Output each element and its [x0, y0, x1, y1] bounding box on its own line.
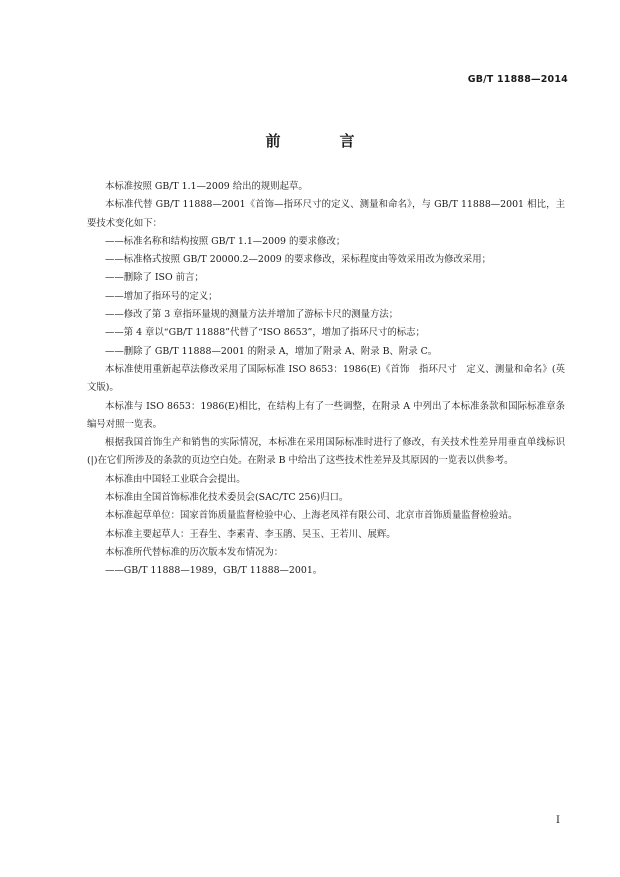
- previous-edition-list: ——GB/T 11888—1989，GB/T 11888—2001。: [105, 565, 323, 577]
- paragraph-previous-editions: 本标准所代替标准的历次版本发布情况为：: [105, 546, 284, 558]
- change-item: ——标准格式按照 GB/T 20000.2—2009 的要求修改，采标程度由等效采用改为修改采用；: [105, 254, 491, 266]
- change-item: ——标准名称和结构按照 GB/T 1.1—2009 的要求修改；: [105, 235, 346, 247]
- paragraph-drafting-rules: 本标准按照 GB/T 1.1—2009 给出的规则起草。: [105, 181, 308, 192]
- paragraph-replacement: 本标准代替 GB/T 11888—2001《首饰—指环尺寸的定义、测量和命名》，与 GB/T 11888—2001 相比，主要技术变化如下：: [87, 199, 565, 229]
- document-body: [87, 178, 565, 581]
- change-item: ——修改了第 3 章指环量规的测量方法并增加了游标卡尺的测量方法；: [105, 309, 399, 321]
- paragraph-committee: 本标准由全国首饰标准化技术委员会(SAC/TC 256)归口。: [105, 492, 349, 504]
- standard-code: GB/T 11888—2014: [467, 74, 568, 85]
- change-item: ——增加了指环号的定义；: [105, 290, 218, 302]
- paragraph-drafters: 本标准主要起草人：王春生、李素青、李玉鹃、吴玉、王若川、展辉。: [105, 528, 396, 540]
- paragraph-technical-deviations: 根据我国首饰生产和销售的实际情况，本标准在采用国际标准时进行了修改，有关技术性差异用垂直单线标识(|)在它们所涉及的条款的页边空白处。在附录 B 中给出了这些技术性差异及其原因的一览表以供参考。: [87, 437, 565, 467]
- change-item: ——删除了 ISO 前言；: [105, 272, 204, 284]
- paragraph-proposed-by: 本标准由中国轻工业联合会提出。: [105, 473, 246, 485]
- change-item: ——第 4 章以“GB/T 11888”代替了“ISO 8653”，增加了指环尺寸的标志；: [105, 327, 425, 339]
- paragraph-structure-comparison: 本标准与 ISO 8653：1986(E)相比，在结构上有了一些调整，在附录 A 中列出了本标准条款和国际标准章条编号对照一览表。: [87, 400, 565, 430]
- page-number: I: [556, 815, 560, 826]
- paragraph-adoption: 本标准使用重新起草法修改采用了国际标准 ISO 8653：1986(E)《首饰 指环尺寸 定义、测量和命名》(英文版)。: [87, 363, 565, 394]
- change-item: ——删除了 GB/T 11888—2001 的附录 A，增加了附录 A、附录 B、附录 C。: [105, 345, 438, 357]
- page-title: 前 言: [265, 132, 377, 150]
- paragraph-drafting-units: 本标准起草单位：国家首饰质量监督检验中心、上海老凤祥有限公司、北京市首饰质量监督检验站。: [105, 510, 518, 522]
